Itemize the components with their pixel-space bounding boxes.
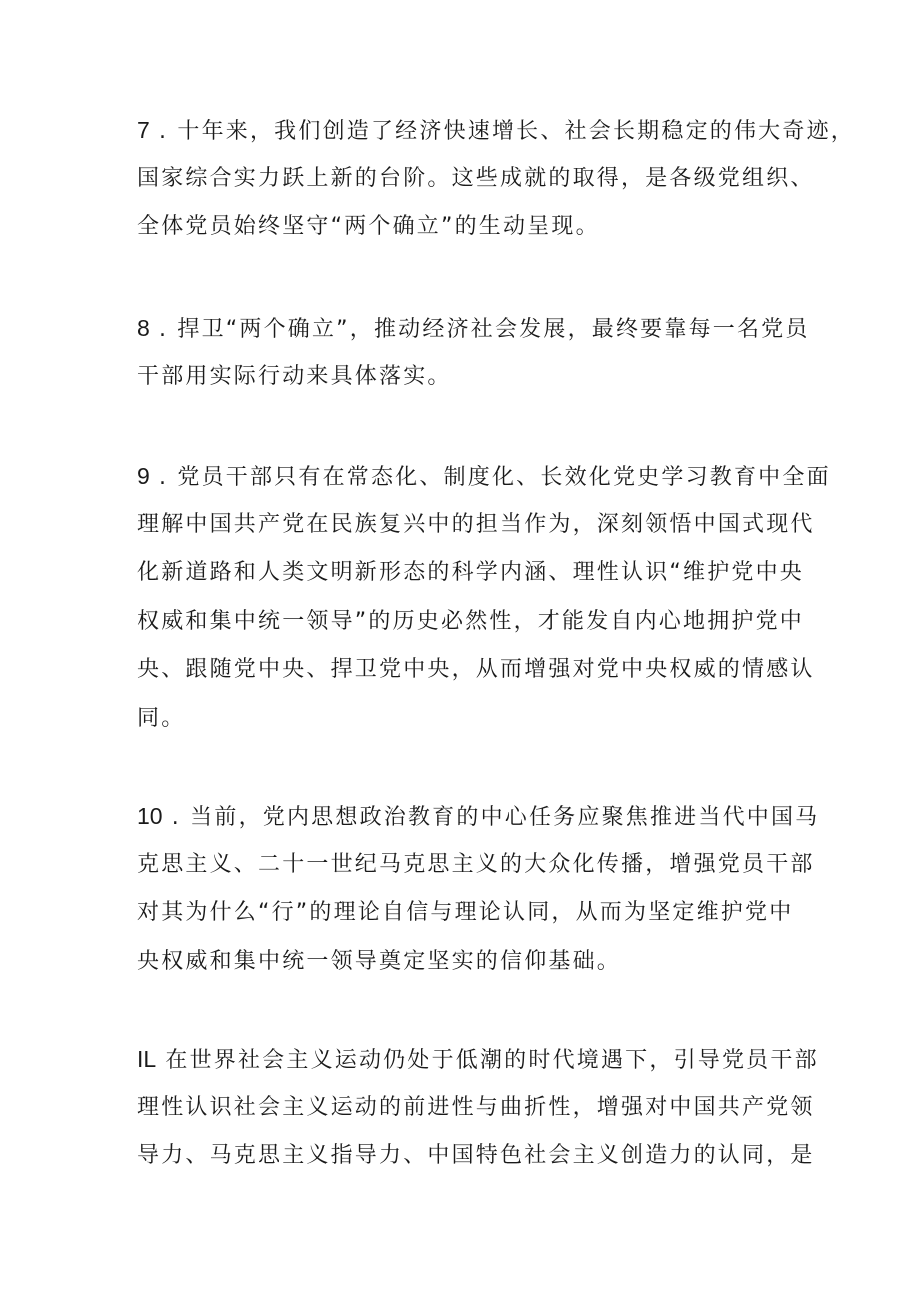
paragraph-line: 7 . 十年来，我们创造了经济快速增长、社会长期稳定的伟大奇迹， [137,117,855,144]
paragraph-10 [137,792,820,986]
paragraph-line: 理性认识社会主义运动的前进性与曲折性，增强对中国共产党领 [137,1094,815,1120]
paragraph-line: 全体党员始终坚守“两个确立”的生动呈现。 [137,214,600,239]
paragraph-line: 权威和集中统一领导”的历史必然性，才能发自内心地拥护党中 [137,608,804,634]
paragraph-line: 央权威和集中统一领导奠定坚实的信仰基础。 [137,948,622,974]
paragraph-line: 理解中国共产党在民族复兴中的担当作为，深刻领悟中国式现代 [137,511,815,537]
paragraph-8 [137,304,810,401]
paragraph-number: IL [137,1046,157,1072]
paragraph-9 [137,452,831,743]
paragraph-line: IL 在世界社会主义运动仍处于低潮的时代境遇下，引导党员干部 [137,1046,819,1073]
paragraph-number: 10 [137,803,163,829]
paragraph-line: 10 . 当前，党内思想政治教育的中心任务应聚焦推进当代中国马 [137,803,820,830]
paragraph-line: 国家综合实力跃上新的台阶。这些成就的取得，是各级党组织、 [137,165,815,191]
paragraph-number: 8 [137,315,150,341]
paragraph-line: 化新道路和人类文明新形态的科学内涵、理性认识“维护党中央 [137,560,804,585]
paragraph-line: 干部用实际行动来具体落实。 [137,363,452,389]
paragraph-number: 7 [137,117,150,143]
paragraph-line: 8 . 捍卫“两个确立”，推动经济社会发展，最终要靠每一名党员 [137,315,810,342]
paragraph-line: 同。 [137,705,186,731]
paragraph-line: 对其为什么“行”的理论自信与理论认同，从而为坚定维护党中 [137,900,794,925]
paragraph-line: 导力、马克思主义指导力、中国特色社会主义创造力的认同，是 [137,1143,815,1168]
paragraph-11 [137,1035,819,1181]
paragraph-line: 克思主义、二十一世纪马克思主义的大众化传播，增强党员干部 [137,851,815,877]
paragraph-number: 9 [137,463,150,489]
paragraph-line: 央、跟随党中央、捍卫党中央，从而增强对党中央权威的情感认 [137,657,815,682]
paragraph-7 [137,106,855,252]
paragraph-line: 9 . 党员干部只有在常态化、制度化、长效化党史学习教育中全面 [137,463,831,490]
